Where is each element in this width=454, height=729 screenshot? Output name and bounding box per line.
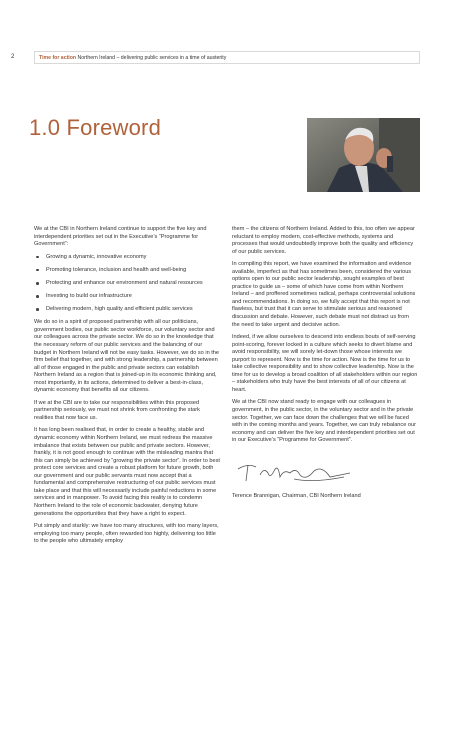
body-paragraph: them – the citizens of Northern Ireland. Added to this, too often we appear reluctant to employ modern, cost-effective methods, systems and processes that would undoubtedly improve both the quality and efficiency of our public services.	[232, 226, 415, 255]
chairman-photo	[307, 118, 420, 192]
handwritten-signature	[234, 457, 354, 487]
signatory: Terence Brannigan, Chairman, CBI Northern Ireland	[232, 492, 361, 499]
right-column	[232, 226, 418, 505]
header-highlight: Time for action	[39, 55, 77, 61]
list-item: Investing to build our infrastructure	[34, 293, 220, 301]
body-paragraph: It has long been realised that, in order to create a healthy, stable and dynamic economy within Northern Ireland, we must redress the massive imbalance that exists between our public and private sectors. However, frankly, it is not good enough to continue with the misleading mantra that this can simply be achieved by “growing the private sector”. In order to best protect core services and create a robust platform for future growth, both our government and our public servants must now accept that a fundamental and comprehensive restructuring of our public services must take place and that this will necessarily include painful reductions in some services and in manpower. To avoid facing this reality is to condemn Northern Ireland to the role of economic backwater, denying future generations the opportunities that they have a right to expect.	[34, 427, 220, 517]
left-column	[34, 226, 220, 551]
intro-paragraph: We at the CBI in Northern Ireland continue to support the five key and interdependent priorities set out in the Executive’s “Programme for Government”:	[34, 226, 207, 248]
header-text: Northern Ireland – delivering public services in a time of austerity	[77, 55, 227, 61]
body-paragraph: Put simply and starkly: we have too many structures, with too many layers, employing too many people, often rewarded too highly, delivering too little to the people who ultimately employ	[34, 523, 219, 545]
body-paragraph: Indeed, if we allow ourselves to descend into endless bouts of self-serving point-scoring, forever locked in a culture which seeks to divert blame and avoid responsibility, we will sorely let-down those whose interests we purport to represent. Now is the time for action. Now is the time for us to take collective responsibility and to show collective leadership. Now is the time for us to develop a broad coalition of all stakeholders within our region – stakeholders who truly have the best interests of all of our citizens at heart.	[232, 334, 418, 393]
body-paragraph: We do so in a spirit of proposed partnership with all our politicians, government bodies, our public sector workforce, our voluntary sector and our colleagues across the private sector. We do so in the knowledge that the necessary reform of our public services and the balancing of our budget in Northern Ireland will not be easy tasks. However, we do so in the firm belief that together, and with strong leadership, a partnership between all of those engaged in the public and private sectors can establish Northern Ireland as a region that is joined-up in its economic thinking and, most importantly, in its actions, determined to deliver a best-in-class, dynamic economy that benefits all our citizens.	[34, 319, 220, 394]
body-paragraph: If we at the CBI are to take our responsibilities within this proposed partnership seriously, we must not shrink from confronting the stark realities that now face us.	[34, 399, 200, 421]
priorities-list	[34, 254, 220, 314]
list-item: Delivering modern, high quality and efficient public services	[34, 306, 220, 314]
body-paragraph: We at the CBI now stand ready to engage with our colleagues in government, in the public sector, in the voluntary sector and in the private sector. Together, we can face down the challenges that we will be faced with in the coming months and years. Together, we can truly rebalance our economy and can deliver the five key and interdependent priorities set out in our Executive’s “Programme for Government”.	[232, 399, 416, 444]
list-item: Growing a dynamic, innovative economy	[34, 254, 220, 262]
page-number: 2	[11, 54, 15, 60]
page-title: 1.0 Foreword	[29, 115, 162, 140]
running-header	[34, 51, 420, 64]
list-item: Promoting tolerance, inclusion and health and well-being	[34, 267, 220, 275]
body-paragraph: In compiling this report, we have examined the information and evidence available, imperfect as that has sometimes been, considered the various options open to our public sector leadership, sought examples of best practice to guide us – some of which have come from within Northern Ireland – and proffered sometimes radical, perhaps controversial solutions and recommendations. In doing so, we fully accept that this report is not flawless, but trust that it can serve to stimulate serious and reasoned discussion and debate. However, such debate must not distract us from the need to take urgent and decisive action.	[232, 261, 416, 328]
list-item: Protecting and enhance our environment and natural resources	[34, 280, 220, 288]
